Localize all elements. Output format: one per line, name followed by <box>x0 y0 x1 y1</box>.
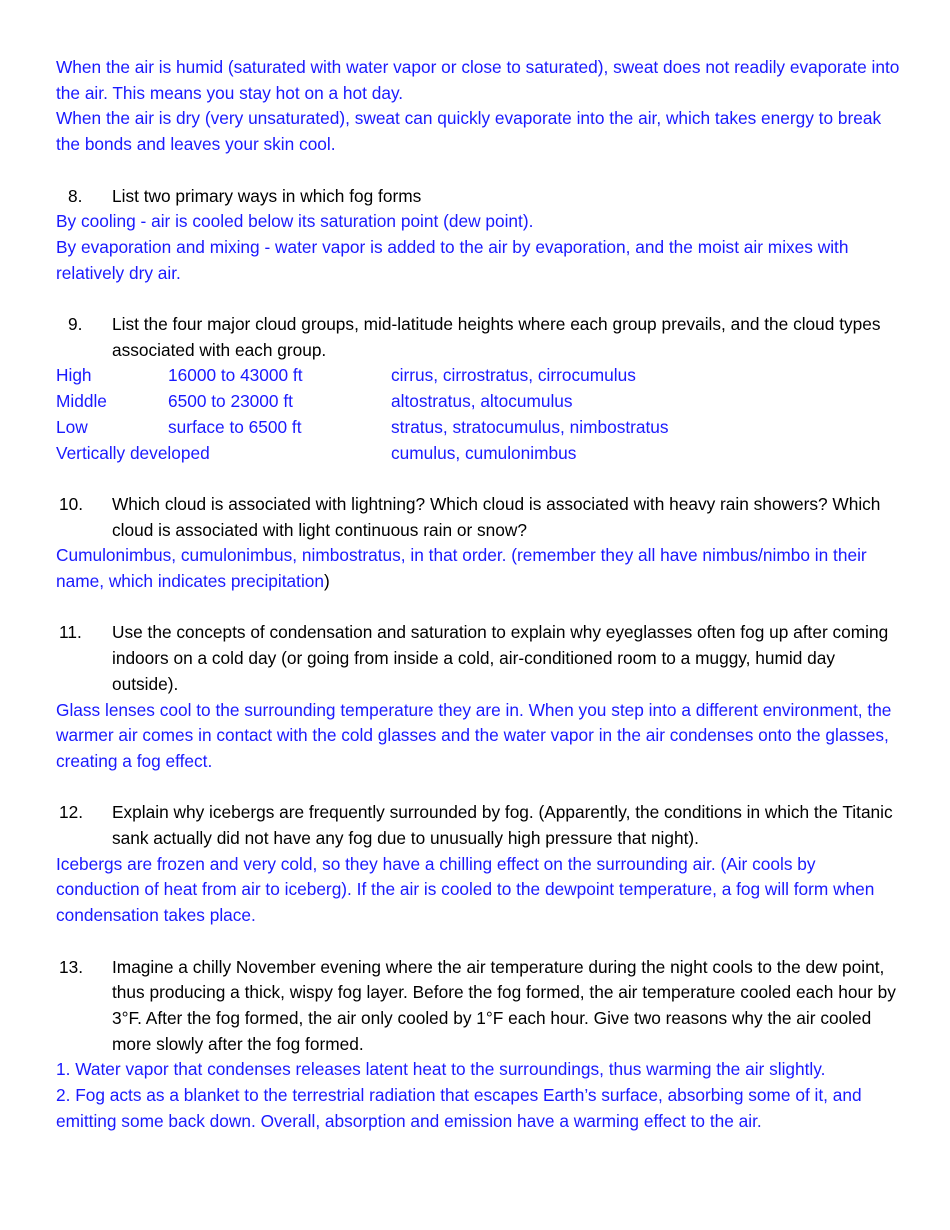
question-text: List two primary ways in which fog forms <box>112 185 422 206</box>
answer-paragraph: When the air is humid (saturated with water vapor or close to saturated), sweat does not readily evaporate into the air. This means you stay hot on a hot day. <box>56 57 900 103</box>
cloud-height: 16000 to 43000 ft <box>168 365 303 386</box>
answer-paragraph: Icebergs are frozen and very cold, so they have a chilling effect on the surrounding air. (Air cools by conduction of heat from air to iceberg). If the air is cooled to the dewpoint temperature, a fog will form when condensation takes place. <box>56 853 875 926</box>
question-text: List the four major cloud groups, mid-latitude heights where each group prevails, and the cloud types associated with each group. <box>112 314 881 360</box>
question-number: 9. <box>68 314 83 334</box>
cloud-groups-table <box>56 363 902 466</box>
answer-paragraph: When the air is dry (very unsaturated), sweat can quickly evaporate into the air, which takes energy to break the bonds and leaves your skin cool. <box>56 108 882 155</box>
question-number: 11. <box>59 622 82 643</box>
question-number: 10. <box>59 493 84 514</box>
closing-paren: ) <box>324 571 330 592</box>
answer-paragraph: Glass lenses cool to the surrounding temperature they are in. When you step into a different environment, the warmer air comes in contact with the cold glasses and the water vapor in the air condenses onto the glasses, creating a fog effect. <box>56 699 892 771</box>
cloud-group: Middle <box>56 391 107 412</box>
cloud-types: altostratus, altocumulus <box>391 391 573 412</box>
answer-8 <box>56 209 902 286</box>
cloud-row <box>56 441 902 467</box>
cloud-types: cirrus, cirrostratus, cirrocumulus <box>391 365 636 386</box>
question-number: 13. <box>59 956 84 977</box>
question-number: 12. <box>59 802 84 823</box>
answer-paragraph: 2. Fog acts as a blanket to the terrestrial radiation that escapes Earth’s surface, absorbing some of it, and emitting some back down. Overall, absorption and emission have a warming effect to the air. <box>56 1085 862 1131</box>
answer-7 <box>56 55 902 158</box>
cloud-group: Vertically developed <box>56 442 210 463</box>
answer-12 <box>56 852 902 929</box>
cloud-row <box>56 363 902 389</box>
question-11 <box>56 620 902 697</box>
answer-paragraph: By evaporation and mixing - water vapor is added to the air by evaporation, and the moist air mixes with relatively dry air. <box>56 236 849 283</box>
question-text: Use the concepts of condensation and saturation to explain why eyeglasses often fog up after coming indoors on a cold day (or going from inside a cold, air-conditioned room to a muggy, humid day outside). <box>112 622 889 694</box>
question-text: Explain why icebergs are frequently surrounded by fog. (Apparently, the conditions in which the Titanic sank actually did not have any fog due to unusually high pressure that night). <box>112 802 893 849</box>
document-page <box>56 55 902 1134</box>
cloud-height: 6500 to 23000 ft <box>168 391 293 412</box>
answer-10 <box>56 543 902 594</box>
question-text: Imagine a chilly November evening where the air temperature during the night cools to the dew point, thus producing a thick, wispy fog layer. Before the fog formed, the air temperature cooled each hour by 3°F. After the fog formed, the air only cooled by 1°F each hour. Give two reasons why the air cooled more slowly after the fog formed. <box>112 956 896 1054</box>
cloud-types: stratus, stratocumulus, nimbostratus <box>391 416 669 437</box>
question-9 <box>56 312 902 363</box>
question-10 <box>56 492 902 543</box>
answer-11 <box>56 698 902 775</box>
answer-13 <box>56 1057 902 1134</box>
cloud-group: Low <box>56 416 88 437</box>
answer-paragraph: 1. Water vapor that condenses releases latent heat to the surroundings, thus warming the air slightly. <box>56 1059 826 1080</box>
cloud-types: cumulus, cumulonimbus <box>391 442 577 463</box>
answer-paragraph: Cumulonimbus, cumulonimbus, nimbostratus, in that order. (remember they all have nimbus/nimbo in their name, which indicates precipitation <box>56 545 867 592</box>
question-8 <box>56 184 902 210</box>
cloud-row <box>56 415 902 441</box>
question-13 <box>56 955 902 1058</box>
question-12 <box>56 800 902 851</box>
cloud-row <box>56 389 902 415</box>
answer-paragraph: By cooling - air is cooled below its saturation point (dew point). <box>56 211 534 232</box>
question-number: 8. <box>68 185 83 206</box>
cloud-height: surface to 6500 ft <box>168 416 302 437</box>
cloud-group: High <box>56 365 92 386</box>
question-text: Which cloud is associated with lightning? Which cloud is associated with heavy rain showers? Which cloud is associated with light continuous rain or snow? <box>112 493 881 540</box>
